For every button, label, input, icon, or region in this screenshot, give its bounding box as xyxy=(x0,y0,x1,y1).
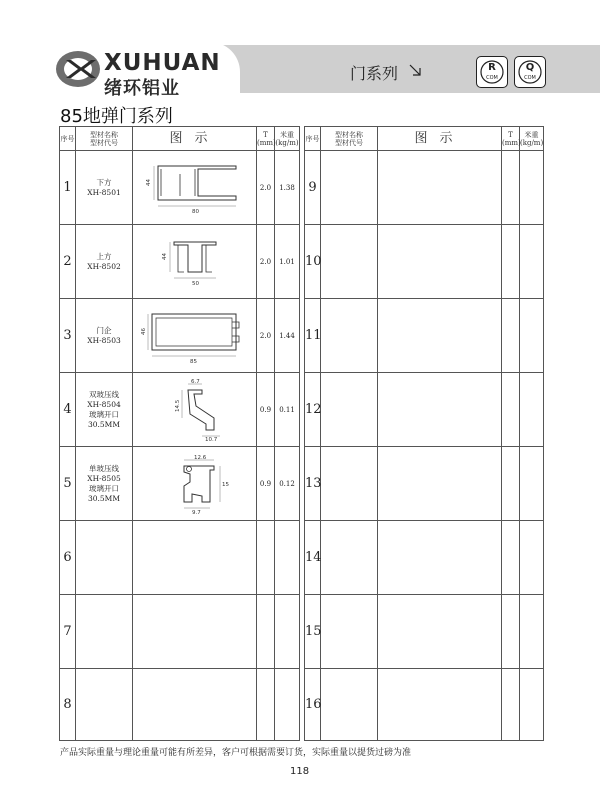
dim-width: 80 xyxy=(191,208,199,215)
profile-code: XH-8504 xyxy=(87,399,121,409)
thickness-value: 0.9 xyxy=(257,373,275,447)
empty-cell xyxy=(275,669,300,741)
row-number: 12 xyxy=(305,373,321,447)
empty-cell xyxy=(76,595,133,669)
empty-cell xyxy=(321,595,378,669)
brand-name-cn: 绪环铝业 xyxy=(104,78,180,99)
dim-height: 44 xyxy=(145,178,152,186)
header-figure: 图示 xyxy=(133,127,257,151)
profile-note: 玻璃开口 xyxy=(89,409,119,419)
header-t-unit: (mm) xyxy=(257,138,276,147)
header-model-name: 型材名称 xyxy=(335,130,363,139)
profile-desc xyxy=(76,373,133,447)
empty-cell xyxy=(378,151,502,225)
row-number: 3 xyxy=(60,299,76,373)
row-number: 14 xyxy=(305,521,321,595)
profile-code: XH-8502 xyxy=(87,261,121,271)
header-t-unit: (mm) xyxy=(502,138,521,147)
empty-cell xyxy=(502,373,520,447)
dim-top: 12.6 xyxy=(193,454,206,461)
empty-cell xyxy=(520,373,544,447)
row-number: 1 xyxy=(60,151,76,225)
empty-cell xyxy=(378,521,502,595)
profile-desc xyxy=(76,225,133,299)
row-number: 7 xyxy=(60,595,76,669)
dim-bottom: 10.7 xyxy=(204,436,217,442)
empty-cell xyxy=(502,595,520,669)
row-number: 16 xyxy=(305,669,321,741)
profile-desc xyxy=(76,299,133,373)
profile-code: XH-8501 xyxy=(87,187,121,197)
empty-cell xyxy=(520,225,544,299)
cert-letter: R xyxy=(488,62,496,73)
profile-drawing-8501 xyxy=(140,160,250,216)
empty-cell xyxy=(378,595,502,669)
empty-cell xyxy=(76,521,133,595)
empty-cell xyxy=(502,225,520,299)
empty-cell xyxy=(321,373,378,447)
empty-cell xyxy=(378,669,502,741)
empty-cell xyxy=(321,521,378,595)
empty-cell xyxy=(378,447,502,521)
row-number: 4 xyxy=(60,373,76,447)
row-number: 6 xyxy=(60,521,76,595)
row-number: 5 xyxy=(60,447,76,521)
profile-note-value: 30.5MM xyxy=(87,493,121,503)
profile-name: 门企 xyxy=(96,325,112,335)
header-weight xyxy=(520,127,544,151)
header-thickness xyxy=(502,127,520,151)
empty-cell xyxy=(520,595,544,669)
thickness-value: 2.0 xyxy=(257,225,275,299)
empty-cell xyxy=(133,521,257,595)
empty-cell xyxy=(257,521,275,595)
row-number: 8 xyxy=(60,669,76,741)
header-w-unit: (kg/m) xyxy=(275,138,299,147)
empty-cell xyxy=(275,521,300,595)
dim-bottom: 9.7 xyxy=(191,509,201,516)
empty-cell xyxy=(520,299,544,373)
empty-cell xyxy=(378,373,502,447)
profile-drawing-cell xyxy=(133,151,257,225)
empty-cell xyxy=(321,151,378,225)
footnote: 产品实际重量与理论重量可能有所差异，客户可根据需要订货，实际重量以提货过磅为准 xyxy=(60,748,412,758)
profile-desc xyxy=(76,447,133,521)
empty-cell xyxy=(520,521,544,595)
header-thickness xyxy=(257,127,275,151)
brand-logo-icon xyxy=(54,48,102,90)
table-row xyxy=(60,373,544,447)
table-row xyxy=(60,299,544,373)
row-number: 11 xyxy=(305,299,321,373)
table-row xyxy=(60,669,544,741)
empty-cell xyxy=(520,151,544,225)
empty-cell xyxy=(133,669,257,741)
weight-value: 1.38 xyxy=(275,151,300,225)
profile-drawing-cell xyxy=(133,225,257,299)
page-number: 118 xyxy=(290,766,310,777)
cert-badge-q xyxy=(514,56,546,88)
empty-cell xyxy=(133,595,257,669)
empty-cell xyxy=(257,595,275,669)
empty-cell xyxy=(502,669,520,741)
profile-drawing-8504 xyxy=(140,378,250,442)
profile-spec-table xyxy=(59,126,544,741)
empty-cell xyxy=(321,447,378,521)
empty-cell xyxy=(321,299,378,373)
profile-drawing-cell xyxy=(133,373,257,447)
empty-cell xyxy=(502,447,520,521)
weight-value: 1.44 xyxy=(275,299,300,373)
cert-sub: COM xyxy=(486,75,498,81)
cert-sub: COM xyxy=(524,75,536,81)
empty-cell xyxy=(76,669,133,741)
profile-code: XH-8505 xyxy=(87,473,121,483)
empty-cell xyxy=(321,225,378,299)
row-number: 2 xyxy=(60,225,76,299)
empty-cell xyxy=(378,225,502,299)
dim-top: 6.7 xyxy=(190,378,200,385)
empty-cell xyxy=(520,447,544,521)
dim-width: 85 xyxy=(189,358,197,364)
empty-cell xyxy=(378,299,502,373)
dim-height: 44 xyxy=(161,252,168,260)
header-model-code: 型材代号 xyxy=(335,138,363,147)
table-row xyxy=(60,151,544,225)
header-w: 米重 xyxy=(280,130,294,139)
profile-desc xyxy=(76,151,133,225)
profile-note: 玻璃开口 xyxy=(89,483,119,493)
header-seq: 序号 xyxy=(305,127,321,151)
profile-drawing-cell xyxy=(133,299,257,373)
header-seq: 序号 xyxy=(60,127,76,151)
empty-cell xyxy=(257,669,275,741)
thickness-value: 2.0 xyxy=(257,299,275,373)
header-w-unit: (kg/m) xyxy=(520,138,544,147)
profile-name: 下方 xyxy=(96,177,112,187)
header-t: T xyxy=(508,130,513,139)
header-t: T xyxy=(263,130,268,139)
empty-cell xyxy=(520,669,544,741)
header-w: 米重 xyxy=(524,130,539,139)
row-number: 9 xyxy=(305,151,321,225)
header-figure: 图示 xyxy=(378,127,502,151)
weight-value: 0.12 xyxy=(275,447,300,521)
profile-code: XH-8503 xyxy=(87,335,121,345)
table-row xyxy=(60,595,544,669)
profile-note-value: 30.5MM xyxy=(87,419,121,429)
profile-drawing-8505 xyxy=(140,452,250,516)
series-label: 门系列 xyxy=(350,64,399,83)
page-title: 85地弹门系列 xyxy=(60,106,173,127)
profile-name: 单玻压线 xyxy=(89,463,119,473)
header-model-name: 型材名称 xyxy=(90,130,118,139)
cert-badge-r xyxy=(476,56,508,88)
dim-side: 15 xyxy=(221,481,229,488)
thickness-value: 2.0 xyxy=(257,151,275,225)
empty-cell xyxy=(502,521,520,595)
empty-cell xyxy=(275,595,300,669)
profile-drawing-cell xyxy=(133,447,257,521)
dim-width: 50 xyxy=(191,280,199,287)
header-model xyxy=(76,127,133,151)
header-model-code: 型材代号 xyxy=(90,138,118,147)
arrow-down-right-icon xyxy=(408,63,422,77)
row-number: 15 xyxy=(305,595,321,669)
profile-drawing-8502 xyxy=(140,234,250,290)
profile-name: 上方 xyxy=(96,251,112,261)
table-row xyxy=(60,447,544,521)
weight-value: 1.01 xyxy=(275,225,300,299)
header-weight xyxy=(275,127,300,151)
row-number: 10 xyxy=(305,225,321,299)
table-row xyxy=(60,521,544,595)
row-number: 13 xyxy=(305,447,321,521)
header-model xyxy=(321,127,378,151)
dim-side: 14.5 xyxy=(174,399,181,412)
empty-cell xyxy=(321,669,378,741)
dim-height: 46 xyxy=(140,327,147,335)
profile-name: 双玻压线 xyxy=(89,389,119,399)
empty-cell xyxy=(502,299,520,373)
table-header-row xyxy=(60,127,544,151)
empty-cell xyxy=(502,151,520,225)
cert-letter: Q xyxy=(525,62,535,73)
weight-value: 0.11 xyxy=(275,373,300,447)
thickness-value: 0.9 xyxy=(257,447,275,521)
brand-name-en: XUHUAN xyxy=(104,50,221,76)
profile-drawing-8503 xyxy=(140,308,250,364)
table-row xyxy=(60,225,544,299)
